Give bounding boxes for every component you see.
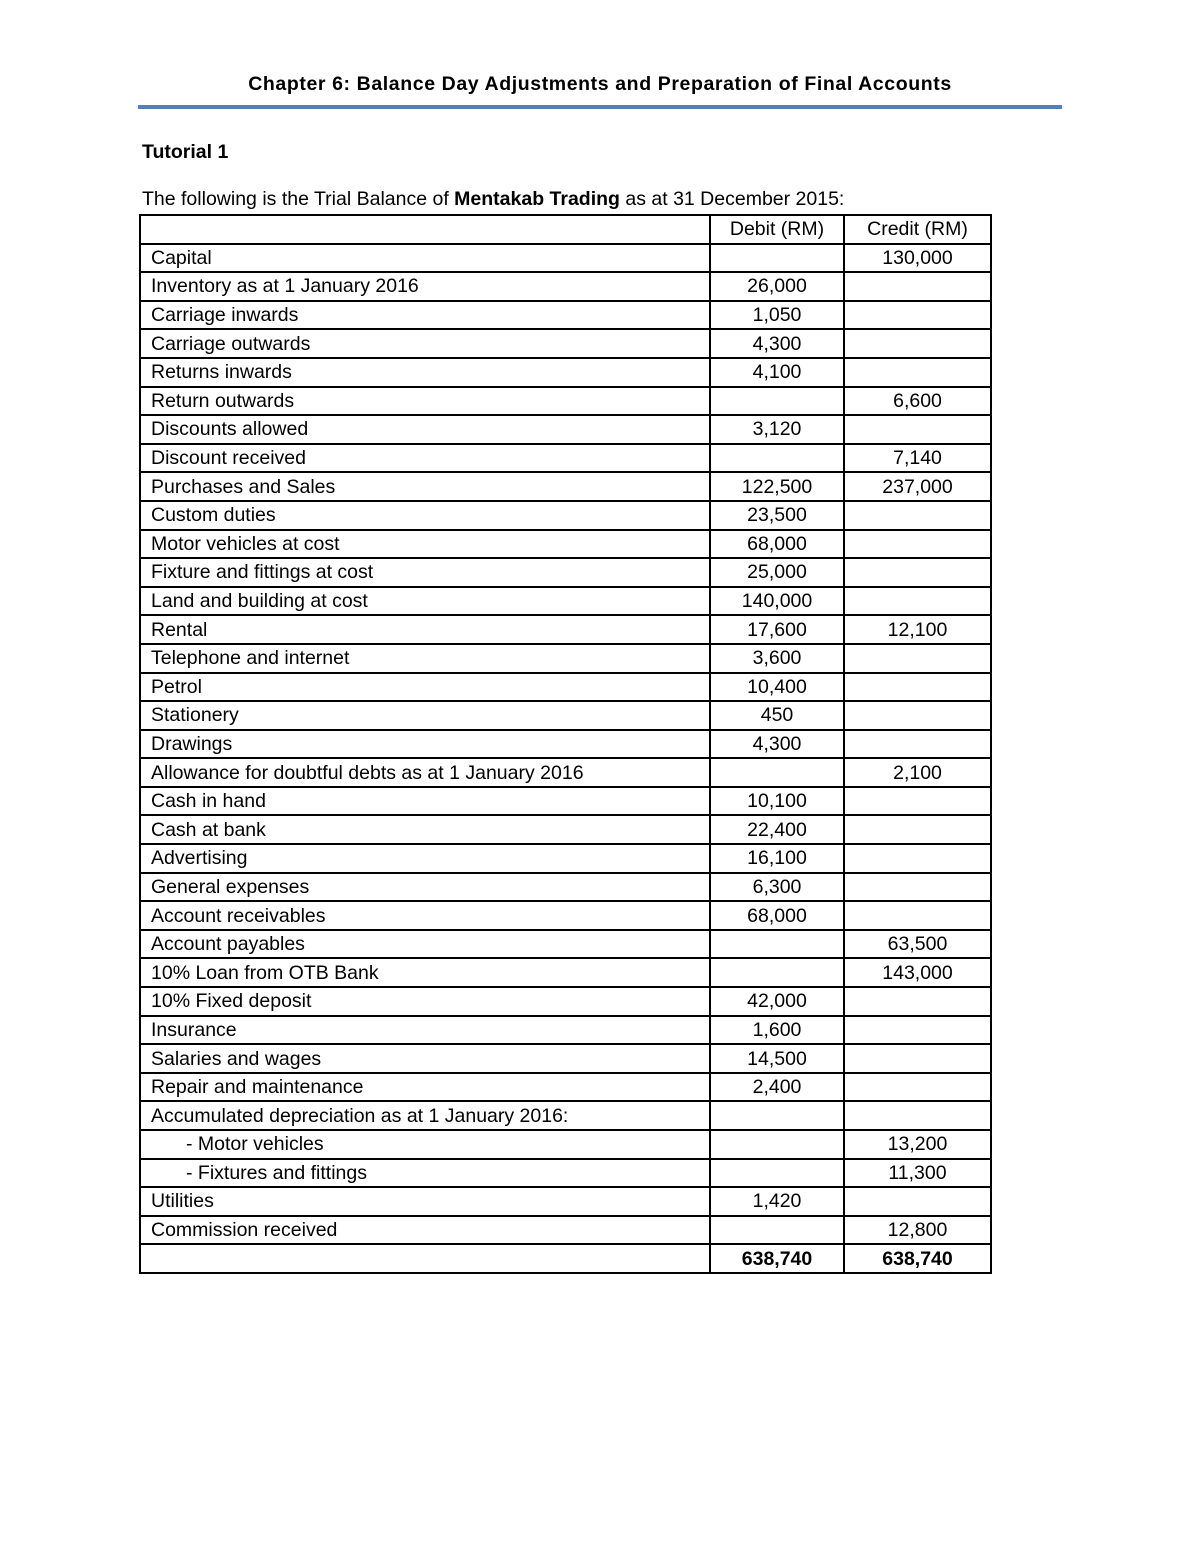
debit-cell: 4,300 (710, 730, 844, 759)
intro-prefix: The following is the Trial Balance of (142, 188, 455, 210)
table-row (140, 1187, 991, 1216)
debit-cell (710, 930, 844, 959)
credit-cell: 7,140 (844, 444, 991, 473)
header-divider (138, 105, 1062, 109)
account-cell: Utilities (140, 1187, 710, 1216)
credit-cell (844, 1044, 991, 1073)
account-cell: Discount received (140, 444, 710, 473)
credit-cell (844, 987, 991, 1016)
account-cell: Return outwards (140, 387, 710, 416)
debit-cell: 4,100 (710, 358, 844, 387)
account-cell: Returns inwards (140, 358, 710, 387)
account-cell: Cash in hand (140, 787, 710, 816)
credit-cell (844, 501, 991, 530)
table-row (140, 873, 991, 902)
table-row (140, 501, 991, 530)
debit-cell: 3,600 (710, 644, 844, 673)
table-row (140, 901, 991, 930)
debit-cell: 4,300 (710, 329, 844, 358)
account-cell: Drawings (140, 730, 710, 759)
account-cell: Custom duties (140, 501, 710, 530)
account-cell: Carriage inwards (140, 301, 710, 330)
chapter-title: Chapter 6: Balance Day Adjustments and Preparation of Final Accounts (248, 73, 952, 95)
debit-cell: 1,600 (710, 1016, 844, 1045)
debit-cell (710, 958, 844, 987)
table-row (140, 930, 991, 959)
trial-balance-table (139, 214, 992, 1274)
credit-cell (844, 329, 991, 358)
debit-cell: 638,740 (710, 1244, 844, 1273)
table-row (140, 615, 991, 644)
credit-cell (844, 701, 991, 730)
table-row (140, 358, 991, 387)
account-cell: Telephone and internet (140, 644, 710, 673)
account-cell: Motor vehicles at cost (140, 530, 710, 559)
trial-balance-body (140, 215, 991, 1273)
debit-cell: 122,500 (710, 472, 844, 501)
table-row (140, 558, 991, 587)
account-cell (140, 1244, 710, 1273)
table-header-row (140, 215, 991, 244)
table-row (140, 1016, 991, 1045)
column-header-debit: Debit (RM) (710, 215, 844, 244)
table-row (140, 644, 991, 673)
debit-cell: 68,000 (710, 901, 844, 930)
account-cell: 10% Fixed deposit (140, 987, 710, 1016)
credit-cell (844, 1187, 991, 1216)
debit-cell: 140,000 (710, 587, 844, 616)
column-header-credit: Credit (RM) (844, 215, 991, 244)
account-cell: Advertising (140, 844, 710, 873)
intro-suffix: as at 31 December 2015: (619, 188, 845, 210)
credit-cell: 143,000 (844, 958, 991, 987)
credit-cell (844, 1101, 991, 1130)
table-row (140, 730, 991, 759)
debit-cell: 25,000 (710, 558, 844, 587)
table-row (140, 329, 991, 358)
account-cell: - Motor vehicles (140, 1130, 710, 1159)
debit-cell: 26,000 (710, 272, 844, 301)
account-cell: Insurance (140, 1016, 710, 1045)
debit-cell: 14,500 (710, 1044, 844, 1073)
account-cell: Carriage outwards (140, 329, 710, 358)
table-row (140, 472, 991, 501)
credit-cell (844, 787, 991, 816)
credit-cell (844, 358, 991, 387)
account-cell: Account payables (140, 930, 710, 959)
credit-cell: 12,100 (844, 615, 991, 644)
debit-cell: 6,300 (710, 873, 844, 902)
column-header-account (140, 215, 710, 244)
table-row (140, 787, 991, 816)
table-row (140, 444, 991, 473)
account-cell: General expenses (140, 873, 710, 902)
debit-cell (710, 444, 844, 473)
table-row (140, 301, 991, 330)
debit-cell: 1,050 (710, 301, 844, 330)
credit-cell (844, 815, 991, 844)
account-cell: Inventory as at 1 January 2016 (140, 272, 710, 301)
credit-cell: 2,100 (844, 758, 991, 787)
account-cell: Accumulated depreciation as at 1 January 2016: (140, 1101, 710, 1130)
table-row (140, 244, 991, 273)
debit-cell: 68,000 (710, 530, 844, 559)
credit-cell: 11,300 (844, 1159, 991, 1188)
credit-cell: 13,200 (844, 1130, 991, 1159)
credit-cell (844, 873, 991, 902)
table-row (140, 1216, 991, 1245)
account-cell: Discounts allowed (140, 415, 710, 444)
account-cell: Repair and maintenance (140, 1073, 710, 1102)
table-row (140, 673, 991, 702)
debit-cell: 23,500 (710, 501, 844, 530)
credit-cell (844, 530, 991, 559)
debit-cell: 16,100 (710, 844, 844, 873)
credit-cell (844, 415, 991, 444)
account-cell: 10% Loan from OTB Bank (140, 958, 710, 987)
credit-cell: 130,000 (844, 244, 991, 273)
debit-cell (710, 1159, 844, 1188)
credit-cell (844, 901, 991, 930)
table-row (140, 958, 991, 987)
credit-cell: 237,000 (844, 472, 991, 501)
account-cell: Purchases and Sales (140, 472, 710, 501)
debit-cell: 1,420 (710, 1187, 844, 1216)
credit-cell: 638,740 (844, 1244, 991, 1273)
table-row (140, 987, 991, 1016)
tutorial-heading: Tutorial 1 (142, 141, 229, 163)
table-row (140, 1044, 991, 1073)
debit-cell (710, 387, 844, 416)
table-row (140, 701, 991, 730)
account-cell: Rental (140, 615, 710, 644)
account-cell: Land and building at cost (140, 587, 710, 616)
debit-cell: 2,400 (710, 1073, 844, 1102)
debit-cell: 22,400 (710, 815, 844, 844)
intro-paragraph (142, 187, 844, 211)
credit-cell: 12,800 (844, 1216, 991, 1245)
table-row (140, 1130, 991, 1159)
table-row (140, 758, 991, 787)
account-cell: Cash at bank (140, 815, 710, 844)
debit-cell (710, 244, 844, 273)
account-cell: Allowance for doubtful debts as at 1 January 2016 (140, 758, 710, 787)
debit-cell (710, 1216, 844, 1245)
credit-cell (844, 730, 991, 759)
account-cell: Capital (140, 244, 710, 273)
account-cell: Fixture and fittings at cost (140, 558, 710, 587)
credit-cell (844, 272, 991, 301)
debit-cell: 42,000 (710, 987, 844, 1016)
debit-cell: 3,120 (710, 415, 844, 444)
account-cell: Petrol (140, 673, 710, 702)
table-row (140, 272, 991, 301)
account-cell: Account receivables (140, 901, 710, 930)
debit-cell (710, 1130, 844, 1159)
credit-cell: 63,500 (844, 930, 991, 959)
credit-cell (844, 644, 991, 673)
table-row (140, 587, 991, 616)
debit-cell: 450 (710, 701, 844, 730)
table-row (140, 1101, 991, 1130)
credit-cell (844, 1016, 991, 1045)
account-cell: Commission received (140, 1216, 710, 1245)
credit-cell (844, 673, 991, 702)
table-row (140, 815, 991, 844)
account-cell: - Fixtures and fittings (140, 1159, 710, 1188)
table-row (140, 1159, 991, 1188)
table-total-row (140, 1244, 991, 1273)
table-row (140, 415, 991, 444)
credit-cell (844, 587, 991, 616)
table-row (140, 530, 991, 559)
credit-cell (844, 558, 991, 587)
account-cell: Salaries and wages (140, 1044, 710, 1073)
account-cell: Stationery (140, 701, 710, 730)
company-name: Mentakab Trading (454, 188, 620, 210)
credit-cell (844, 301, 991, 330)
table-row (140, 1073, 991, 1102)
credit-cell (844, 844, 991, 873)
table-row (140, 844, 991, 873)
debit-cell (710, 1101, 844, 1130)
debit-cell (710, 758, 844, 787)
credit-cell (844, 1073, 991, 1102)
debit-cell: 10,100 (710, 787, 844, 816)
debit-cell: 17,600 (710, 615, 844, 644)
table-row (140, 387, 991, 416)
credit-cell: 6,600 (844, 387, 991, 416)
debit-cell: 10,400 (710, 673, 844, 702)
